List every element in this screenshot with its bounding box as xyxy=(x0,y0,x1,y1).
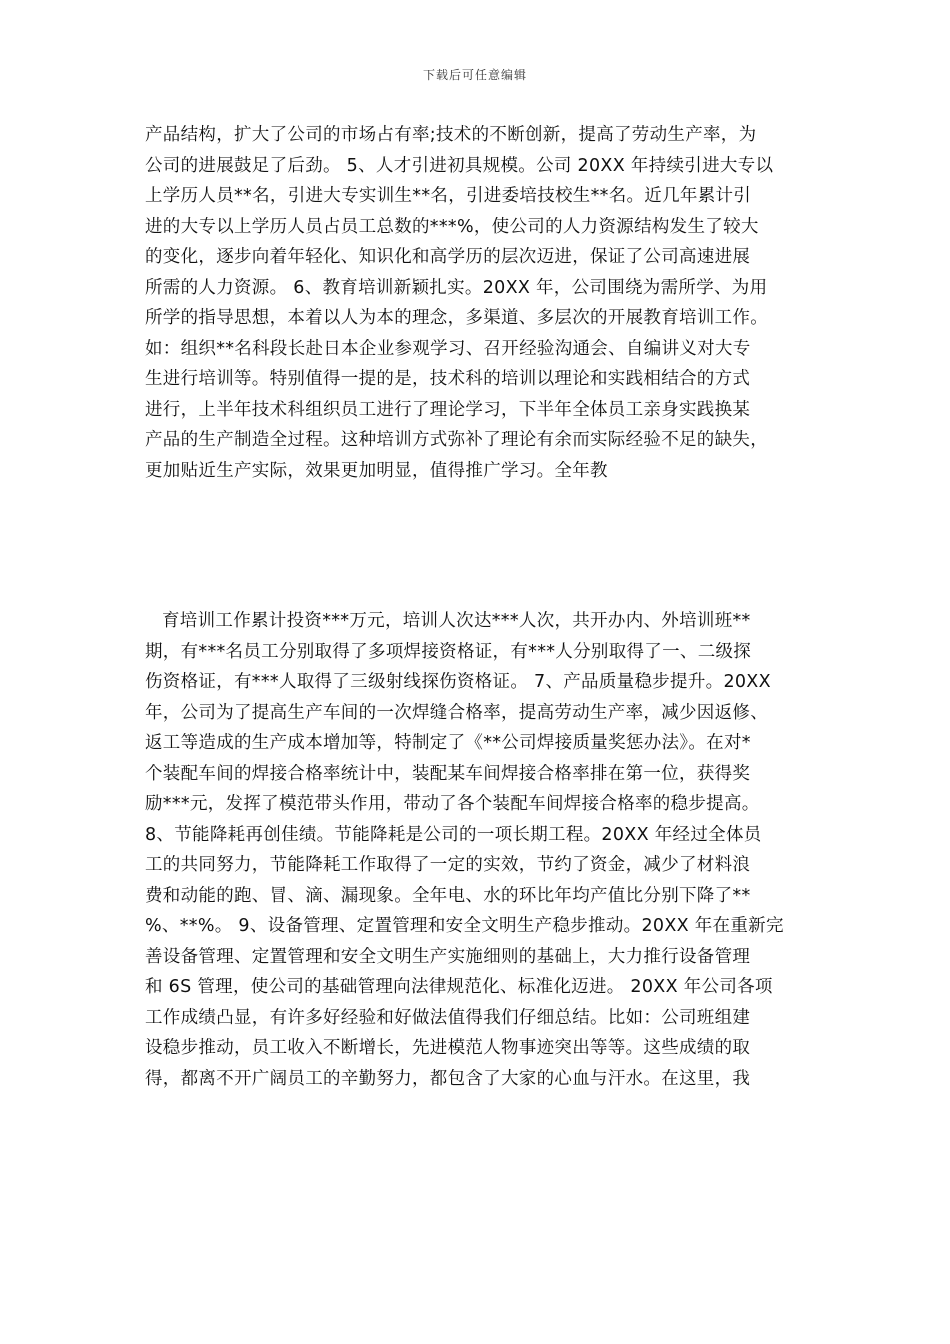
text-line: 个装配车间的焊接合格率统计中，装配某车间焊接合格率排在第一位，获得奖 xyxy=(145,763,751,784)
text-line: 更加贴近生产实际，效果更加明显，值得推广学习。全年教 xyxy=(145,460,608,481)
text-line: 进的大专以上学历人员占员工总数的***%，使公司的人力资源结构发生了较大 xyxy=(145,216,759,237)
text-line: 伤资格证，有***人取得了三级射线探伤资格证。 7、产品质量稳步提升。20XX xyxy=(145,672,771,692)
text-line: 所学的指导思想，本着以人为本的理念，多渠道、多层次的开展教育培训工作。 xyxy=(145,308,768,328)
text-line: 如：组织**名科段长赴日本企业参观学习、召开经验沟通会、自编讲义对大专 xyxy=(145,338,751,359)
text-line: 产品的生产制造全过程。这种培训方式弥补了理论有余而实际经验不足的缺失， xyxy=(145,430,768,450)
text-line: 得，都离不开广阔员工的辛勤努力，都包含了大家的心血与汗水。在这里，我 xyxy=(145,1068,751,1089)
paragraph-1 xyxy=(145,120,815,486)
text-line: 励***元，发挥了模范带头作用，带动了各个装配车间焊接合格率的稳步提高。 xyxy=(145,794,760,814)
text-line: 公司的进展鼓足了后劲。 5、人才引进初具规模。公司 20XX 年持续引进大专以 xyxy=(145,155,774,176)
text-line: 期，有***名员工分别取得了多项焊接资格证，有***人分别取得了一、二级探 xyxy=(145,641,752,662)
text-line: 和 6S 管理，使公司的基础管理向法律规范化、标准化迈进。 20XX 年公司各项 xyxy=(145,977,773,997)
text-line: 进行，上半年技术科组织员工进行了理论学习，下半年全体员工亲身实践换某 xyxy=(145,399,751,420)
text-line: 上学历人员**名，引进大专实训生**名，引进委培技校生**名。近几年累计引 xyxy=(145,186,752,206)
text-line: 费和动能的跑、冒、滴、漏现象。全年电、水的环比年均产值比分别下降了** xyxy=(145,885,751,906)
text-line: 工的共同努力，节能降耗工作取得了一定的实效，节约了资金，减少了材料浪 xyxy=(145,855,751,875)
text-line: 设稳步推动，员工收入不断增长，先进模范人物事迹突出等等。这些成绩的取 xyxy=(145,1038,751,1058)
page-header: 下载后可任意编辑 xyxy=(422,68,527,82)
text-line: 的变化，逐步向着年轻化、知识化和高学历的层次迈进，保证了公司高速进展 xyxy=(145,247,751,267)
text-line: 产品结构，扩大了公司的市场占有率;技术的不断创新，提高了劳动生产率，为 xyxy=(145,125,757,145)
text-line: 育培训工作累计投资***万元，培训人次达***人次，共开办内、外培训班** xyxy=(162,611,751,631)
text-line: %、**%。 9、设备管理、定置管理和安全文明生产稳步推动。20XX 年在重新完 xyxy=(145,916,784,936)
text-line: 返工等造成的生产成本增加等，特制定了《**公司焊接质量奖惩办法》。在对* xyxy=(145,733,751,753)
text-line: 善设备管理、定置管理和安全文明生产实施细则的基础上，大力推行设备管理 xyxy=(145,946,751,967)
paragraph-2 xyxy=(145,606,815,1094)
text-line: 所需的人力资源。 6、教育培训新颖扎实。20XX 年，公司围绕为需所学、为用 xyxy=(145,277,768,298)
text-line: 年，公司为了提高生产车间的一次焊缝合格率，提高劳动生产率，减少因返修、 xyxy=(145,702,768,723)
text-line: 工作成绩凸显，有许多好经验和好做法值得我们仔细总结。比如：公司班组建 xyxy=(145,1007,751,1028)
text-line: 8、节能降耗再创佳绩。节能降耗是公司的一项长期工程。20XX 年经过全体员 xyxy=(145,824,762,845)
text-line: 生进行培训等。特别值得一提的是，技术科的培训以理论和实践相结合的方式 xyxy=(145,369,751,389)
